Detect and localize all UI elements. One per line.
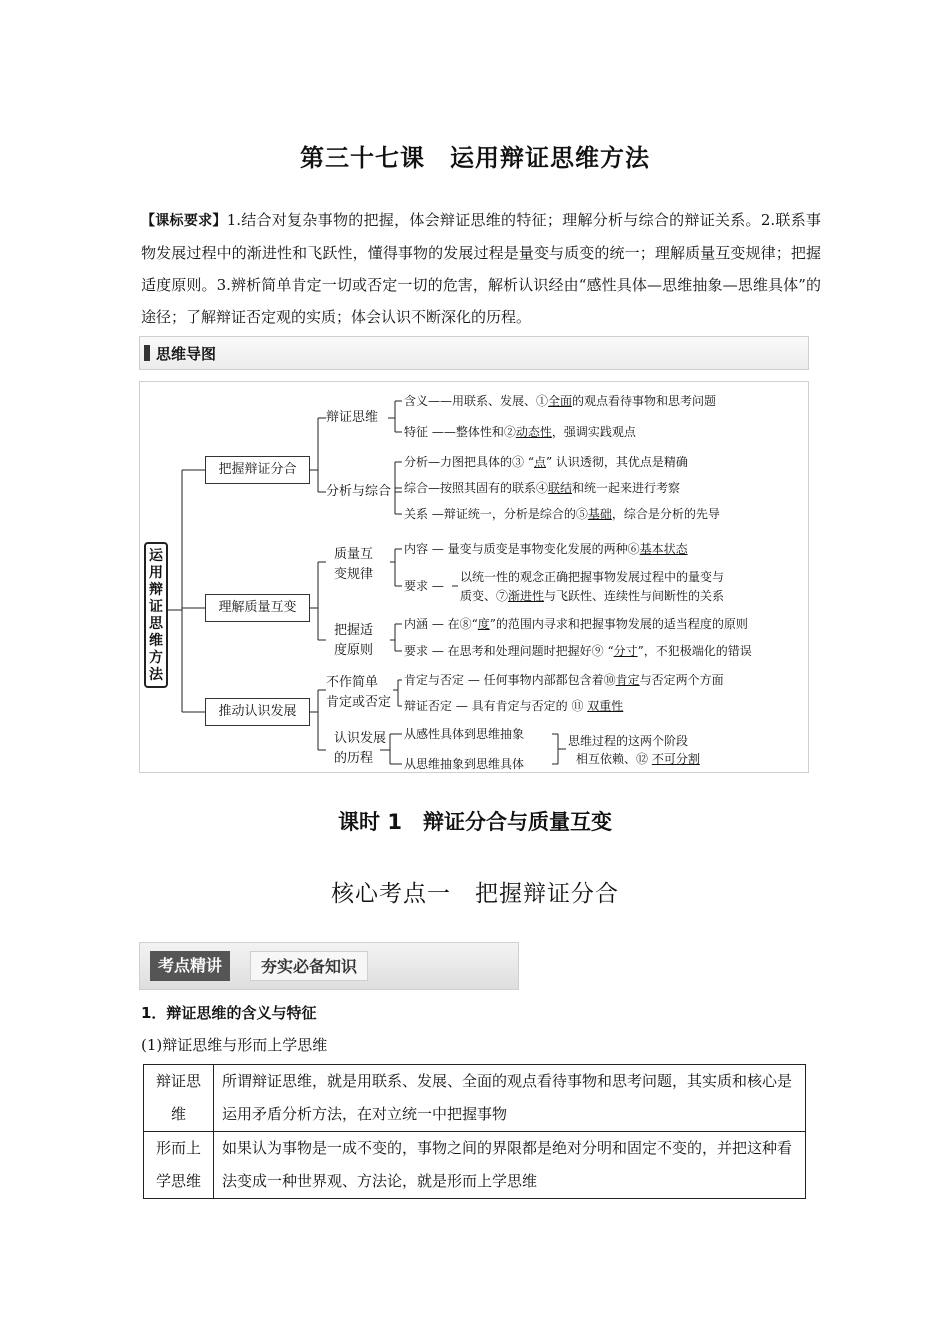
page-title: 第三十七课 运用辩证思维方法 xyxy=(300,144,650,172)
leaf-text: 含义——用联系、发展、① xyxy=(404,394,549,408)
leaf-text: 分析—力图把具体的③ “ xyxy=(404,455,534,469)
leaf-relation xyxy=(404,507,720,521)
sub-cognition-course-line1: 认识发展 xyxy=(334,731,387,746)
leaf-requirement-line1: 以统一性的观念正确把握事物发展过程中的量变与 xyxy=(460,570,725,584)
sub-no-simple-line1: 不作简单 xyxy=(326,675,379,690)
leaf-moderation-requirement xyxy=(404,644,752,658)
leaf-dialectical-negation xyxy=(404,699,623,713)
branch-dialectical-division: 把握辩证分合 xyxy=(205,456,310,484)
leaf-text: 关系 —辩证统一，分析是综合的⑤ xyxy=(404,507,588,521)
banner-tag-right: 夯实必备知识 xyxy=(250,951,368,981)
banner-tag-left: 考点精讲 xyxy=(150,951,230,981)
answer-7: 渐进性 xyxy=(508,589,545,603)
requirements-text: 1.结合对复杂事物的把握，体会辩证思维的特征；理解分析与综合的辩证关系。2.联系事物发展过程中的渐进性和飞跃性，懂得事物的发展过程是量变与质变的统一；理解质量互变规律；把握适度原则。3.辨析简单肯定一切或否定一切的危害，解析认识经由“感性具体—思维抽象—思维具体”的途径；了解辩证否定观的实质；体会认识不断深化的历程。 xyxy=(141,211,821,326)
lesson-title: 课时 1 辩证分合与质量互变 xyxy=(338,810,612,834)
table-row xyxy=(144,1132,806,1199)
leaf-text: 与否定两个方面 xyxy=(639,673,724,687)
leaf-two-stages: 思维过程的这两个阶段 xyxy=(568,734,689,748)
branch-cognition-development: 推动认识发展 xyxy=(205,698,310,726)
answer-2: 动态性 xyxy=(515,425,552,439)
leaf-synthesis xyxy=(404,481,680,495)
mindmap-header xyxy=(139,336,809,370)
leaf-text: ”，不犯极端化的错误 xyxy=(637,644,752,658)
mindmap xyxy=(139,381,809,773)
header-marker-icon xyxy=(144,345,150,361)
sub-cognition-course-line2: 的历程 xyxy=(334,751,374,766)
section-banner xyxy=(139,942,519,990)
table-value-cell: 所谓辩证思维，就是用联系、发展、全面的观点看待事物和思考问题，其实质和核心是运用矛盾分析方法，在对立统一中把握事物 xyxy=(214,1065,806,1132)
sub-moderation-line2: 度原则 xyxy=(334,643,374,658)
leaf-text: 肯定与否定 — 任何事物内部都包含着⑩ xyxy=(404,673,616,687)
leaf-text: 辩证否定 — 具有肯定与否定的 ⑪ xyxy=(404,699,588,713)
mindmap-header-label: 思维导图 xyxy=(156,345,217,363)
leaf-text: ”的范围内寻求和把握事物发展的适当程度的原则 xyxy=(489,617,748,631)
section-heading: 1．辩证思维的含义与特征 xyxy=(141,1004,317,1022)
table-value-cell: 如果认为事物是一成不变的，事物之间的界限都是绝对分明和固定不变的，并把这种看法变成一种世界观、方法论，就是形而上学思维 xyxy=(214,1132,806,1199)
leaf-content xyxy=(404,542,688,556)
answer-12: 不可分割 xyxy=(651,752,700,766)
leaf-text: 相互依赖、⑫ xyxy=(576,752,652,766)
leaf-text: ” 认识透彻，其优点是精确 xyxy=(545,455,688,469)
branch-quality-quantity: 理解质量互变 xyxy=(205,594,310,622)
leaf-connotation xyxy=(404,617,748,631)
answer-1: 全面 xyxy=(548,394,573,408)
answer-3: 点 xyxy=(533,455,546,469)
leaf-meaning xyxy=(404,394,716,408)
answer-6: 基本状态 xyxy=(639,542,688,556)
sub-no-simple-line2: 肯定或否定 xyxy=(326,695,392,710)
comparison-table xyxy=(143,1064,806,1199)
leaf-text: 要求 — 在思考和处理问题时把握好⑨ “ xyxy=(404,644,614,658)
table-key-cell: 形而上学思维 xyxy=(144,1132,214,1199)
answer-8: 度 xyxy=(477,617,490,631)
leaf-text: 特征 ——整体性和② xyxy=(404,425,516,439)
sub-law-line1: 质量互 xyxy=(334,547,374,562)
sub-law-line2: 变规律 xyxy=(334,567,374,582)
leaf-analysis xyxy=(404,455,688,469)
answer-5: 基础 xyxy=(587,507,612,521)
answer-10: 肯定 xyxy=(615,673,640,687)
leaf-requirement-line2 xyxy=(460,589,724,603)
leaf-abstract-to-concrete: 从思维抽象到思维具体 xyxy=(404,757,525,771)
answer-11: 双重性 xyxy=(587,699,624,713)
mindmap-root: 运用辩证思维方法 xyxy=(144,542,168,688)
leaf-text: ，综合是分析的先导 xyxy=(611,507,720,521)
leaf-features xyxy=(404,425,636,439)
requirements-tag: 【课标要求】 xyxy=(141,213,227,229)
leaf-text: 综合—按照其固有的联系④ xyxy=(404,481,549,495)
sub-dialectical-thinking: 辩证思维 xyxy=(326,410,379,425)
curriculum-requirements xyxy=(141,204,821,333)
leaf-text: 的观点看待事物和思考问题 xyxy=(572,394,717,408)
leaf-text: 内涵 — 在⑧“ xyxy=(404,617,478,631)
table-key-cell: 辩证思维 xyxy=(144,1065,214,1132)
answer-4: 联结 xyxy=(548,481,573,495)
leaf-text: 和统一起来进行考察 xyxy=(572,481,681,495)
leaf-text: 与飞跃性、连续性与间断性的关系 xyxy=(544,589,725,603)
core-point-title: 核心考点一 把握辩证分合 xyxy=(331,881,619,907)
leaf-text: ，强调实践观点 xyxy=(551,425,636,439)
subsection-heading: (1)辩证思维与形而上学思维 xyxy=(141,1036,328,1054)
sub-moderation-line1: 把握适 xyxy=(334,623,374,638)
leaf-perceptual-to-abstract: 从感性具体到思维抽象 xyxy=(404,727,525,741)
leaf-affirm-negate xyxy=(404,673,724,687)
leaf-text: 质变、⑦ xyxy=(460,589,509,603)
sub-analysis-synthesis: 分析与综合 xyxy=(326,484,392,499)
leaf-text: 内容 — 量变与质变是事物变化发展的两种⑥ xyxy=(404,542,640,556)
leaf-requirement-label: 要求 — xyxy=(404,579,444,593)
answer-9: 分寸 xyxy=(613,644,638,658)
leaf-interdependent xyxy=(576,752,700,766)
table-row xyxy=(144,1065,806,1132)
